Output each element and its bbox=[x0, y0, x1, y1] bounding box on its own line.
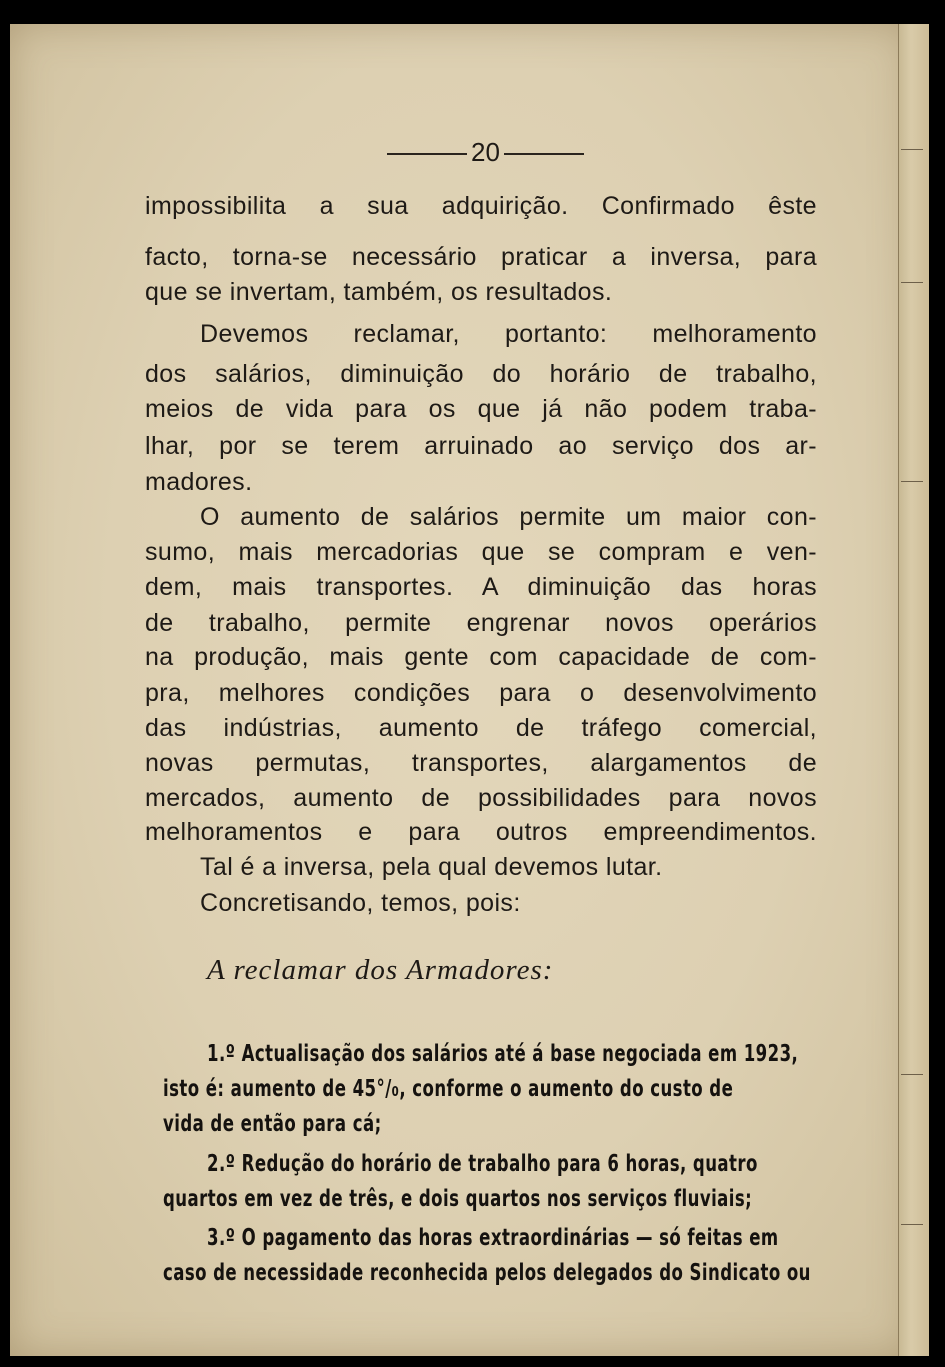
text-line: melhoramentos e para outros empreendimentos. bbox=[145, 818, 817, 846]
text-line: sumo, mais mercadorias que se compram e ven- bbox=[145, 538, 817, 566]
text-line: lhar, por se terem arruinado ao serviço dos ar- bbox=[145, 432, 817, 460]
text-line: de trabalho, permite engrenar novos operários bbox=[145, 609, 817, 637]
text-line: pra, melhores condições para o desenvolvimento bbox=[145, 679, 817, 707]
edge-mark bbox=[901, 282, 923, 283]
edge-mark bbox=[901, 481, 923, 482]
text-line: que se invertam, também, os resultados. bbox=[145, 278, 613, 306]
header-rule-left bbox=[387, 153, 467, 155]
text-line: madores. bbox=[145, 468, 253, 496]
text-line: novas permutas, transportes, alargamentos de bbox=[145, 749, 817, 777]
demand-line: quartos em vez de três, e dois quartos nos serviços fluviais; bbox=[163, 1186, 753, 1212]
edge-mark bbox=[901, 1224, 923, 1225]
demand-line: 2.º Redução do horário de trabalho para 6 horas, quatro bbox=[207, 1151, 758, 1177]
demand-line: vida de então para cá; bbox=[163, 1111, 382, 1137]
text-line: Devemos reclamar, portanto: melhoramento bbox=[200, 320, 817, 348]
text-line: impossibilita a sua adquirição. Confirmado êste bbox=[145, 192, 817, 220]
page-header bbox=[383, 137, 583, 168]
demand-line: 3.º O pagamento das horas extraordinárias — só feitas em bbox=[207, 1225, 779, 1251]
text-line: mercados, aumento de possibilidades para novos bbox=[145, 784, 817, 812]
text-line: na produção, mais gente com capacidade de com- bbox=[145, 643, 817, 671]
text-line: dem, mais transportes. A diminuição das horas bbox=[145, 573, 817, 601]
edge-mark bbox=[901, 149, 923, 150]
edge-mark bbox=[901, 1074, 923, 1075]
text-line: Concretisando, temos, pois: bbox=[200, 889, 521, 917]
text-line: meios de vida para os que já não podem traba- bbox=[145, 395, 817, 423]
demand-line: caso de necessidade reconhecida pelos delegados do Sindicato ou bbox=[163, 1260, 811, 1286]
text-line: O aumento de salários permite um maior con- bbox=[200, 503, 817, 531]
header-rule-right bbox=[504, 153, 584, 155]
text-line: das indústrias, aumento de tráfego comercial, bbox=[145, 714, 817, 742]
text-line: dos salários, diminuição do horário de trabalho, bbox=[145, 360, 817, 388]
adjacent-page-edge bbox=[898, 24, 929, 1356]
page-number: 20 bbox=[471, 137, 500, 167]
text-line: facto, torna-se necessário praticar a inversa, para bbox=[145, 243, 817, 271]
text-line: Tal é a inversa, pela qual devemos lutar. bbox=[200, 853, 663, 881]
demand-line: 1.º Actualisação dos salários até á base negociada em 1923, bbox=[207, 1041, 799, 1067]
book-page bbox=[10, 24, 910, 1356]
demand-line: isto é: aumento de 45°/₀, conforme o aumento do custo de bbox=[163, 1076, 734, 1102]
section-subheading: A reclamar dos Armadores: bbox=[207, 954, 554, 986]
